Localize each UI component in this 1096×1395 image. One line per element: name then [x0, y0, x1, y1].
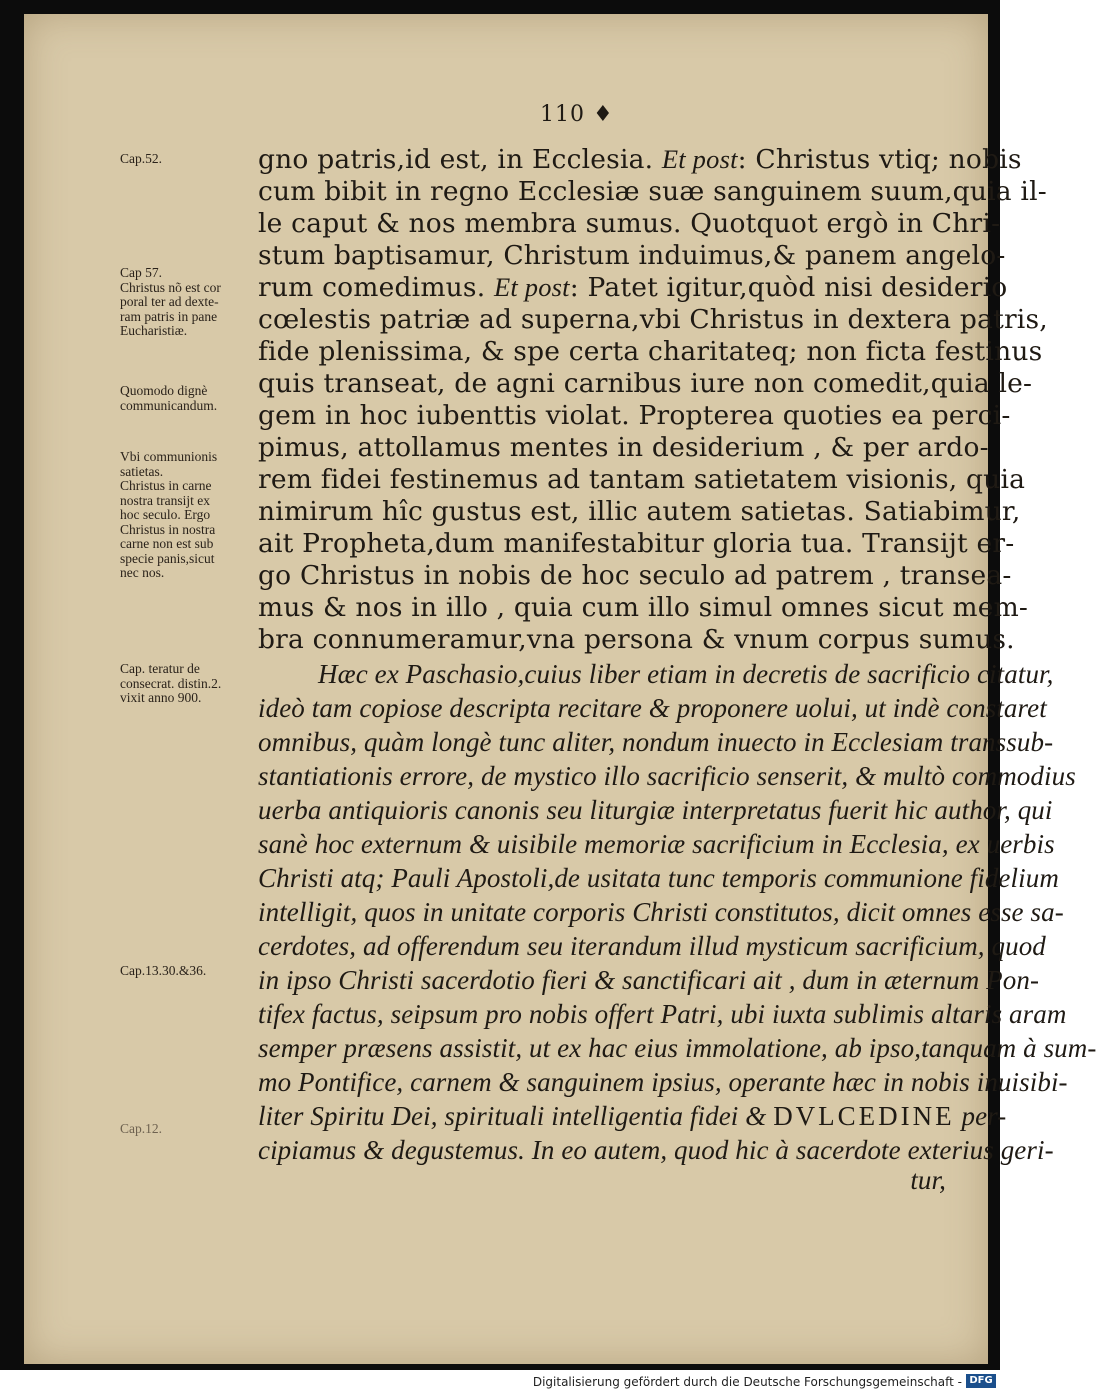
text-run: cipiamus & degustemus. In eo autem, quod hic à sacerdote exterius geri- [258, 1135, 1054, 1165]
text-line [258, 795, 1053, 826]
text-run: Christi atq; Pauli Apostoli,de usitata tunc temporis communione fidelium [258, 863, 1059, 893]
text-run: sanè hoc externum & uisibile memoriæ sacrificium in Ecclesia, ex uerbis [258, 829, 1055, 859]
text-line [258, 144, 1022, 175]
text-run: gno patris,id est, in Ecclesia. [258, 144, 662, 175]
text-line [258, 1135, 1054, 1166]
text-line [258, 999, 1066, 1030]
text-run: omnibus, quàm longè tunc aliter, nondum inuecto in Ecclesiam transsub- [258, 727, 1054, 757]
italic-phrase: Et post [493, 272, 570, 302]
text-run: in ipso Christi sacerdotio fieri & sanctificari ait , dum in æternum Pon- [258, 965, 1040, 995]
margin-note [120, 662, 260, 706]
text-line [258, 863, 1059, 894]
margin-note-line: specie panis,sicut [120, 550, 215, 566]
text-run: tur, [910, 1165, 946, 1195]
footer-bar [0, 1370, 1000, 1395]
text-run: intelligit, quos in unitate corporis Christi constitutos, dicit omnes esse sa- [258, 897, 1064, 927]
text-run: cum bibit in regno Ecclesiæ suæ sanguinem suum,quia il- [258, 176, 1047, 207]
text-line [258, 1067, 1068, 1098]
margin-note-line: Christus nõ est cor [120, 279, 221, 295]
text-line [258, 727, 1053, 758]
margin-note-line: Cap 57. [120, 265, 162, 280]
margin-note-line: poral ter ad dexte- [120, 294, 219, 309]
text-line [258, 931, 1046, 962]
text-line [258, 240, 1006, 271]
margin-note-line: Christus in carne [120, 478, 212, 493]
margin-note-line: carne non est sub [120, 536, 214, 551]
margin-note-line: Cap. teratur de [120, 661, 200, 676]
text-run: per- [954, 1101, 1007, 1131]
text-line [258, 897, 1064, 928]
text-line [258, 496, 1021, 527]
text-run: go Christus in nobis de hoc seculo ad patrem , transea- [258, 560, 1012, 591]
text-run: fide plenissima, & spe certa charitateq; non ficta festinus [258, 336, 1043, 367]
margin-note [120, 450, 260, 581]
margin-note-line: satietas. [120, 463, 164, 479]
text-line [258, 208, 1000, 239]
text-line [258, 1101, 1006, 1132]
small-caps-word: DVLCEDINE [773, 1101, 955, 1131]
text-line [258, 368, 1032, 399]
text-line [258, 560, 1012, 591]
text-line [258, 624, 1015, 655]
text-line [258, 272, 1007, 303]
text-line [258, 829, 1055, 860]
text-run: gem in hoc iubenttis violat. Propterea quoties ea perci- [258, 400, 1011, 431]
margin-note-line: nostra transijt ex [120, 492, 210, 508]
margin-note-line: Cap.52. [120, 151, 162, 166]
dfg-logo: DFG [966, 1374, 996, 1388]
text-line [910, 1165, 946, 1196]
margin-note-line: Vbi communionis [120, 449, 218, 464]
text-line [258, 336, 1042, 367]
text-run: ait Propheta,dum manifestabitur gloria tua. Transijt er- [258, 528, 1015, 559]
text-run: bra connumeramur,vna persona & vnum corpus sumus. [258, 624, 1015, 655]
page-number: 110 ♦ [540, 102, 614, 127]
margin-note-line: Christus in nostra [120, 521, 216, 537]
text-line [258, 400, 1011, 431]
book-page [24, 14, 1096, 1364]
text-run: : Patet igitur,quòd nisi desiderio [569, 272, 1008, 303]
margin-note [120, 152, 260, 167]
text-line [258, 176, 1047, 207]
text-line [258, 304, 1048, 335]
margin-note-line: Cap.13.30.&36. [120, 963, 207, 978]
italic-phrase: Et post [661, 144, 738, 174]
margin-note [120, 1122, 260, 1137]
text-line [258, 592, 1028, 623]
text-run: tifex factus, seipsum pro nobis offert Patri, ubi iuxta sublimis altaris aram [258, 999, 1067, 1029]
text-line [258, 693, 1047, 724]
margin-note-line: consecrat. distin.2. [120, 675, 222, 691]
text-line [258, 432, 989, 463]
text-line [258, 528, 1014, 559]
text-run: le caput & nos membra sumus. Quotquot ergò in Chri- [258, 208, 1001, 239]
text-run: Hæc ex Paschasio,cuius liber etiam in decretis de sacrificio citatur, [318, 659, 1054, 689]
margin-note-line: Eucharistiæ. [120, 323, 188, 338]
text-run: liter Spiritu Dei, spirituali intelligentia fidei & [258, 1101, 774, 1131]
text-run: mo Pontifice, carnem & sanguinem ipsius, operante hæc in nobis inuisibi- [258, 1067, 1068, 1097]
text-run: ideò tam copiose descripta recitare & proponere uolui, ut indè constaret [258, 693, 1047, 723]
margin-note [120, 964, 260, 979]
margin-note [120, 384, 260, 413]
text-run: : Christus vtiq; nobis [737, 144, 1022, 175]
text-run: rum comedimus. [258, 272, 494, 303]
text-run: pimus, attollamus mentes in desiderium , & per ardo- [258, 432, 989, 463]
text-line [258, 1033, 1096, 1064]
text-run: uerba antiquioris canonis seu liturgiæ interpretatus fuerit hic author, qui [258, 795, 1053, 825]
text-run: stantiationis errore, de mystico illo sacrificio senserit, & multò commodius [258, 761, 1076, 791]
footer-credit: Digitalisierung gefördert durch die Deutsche Forschungsgemeinschaft - [532, 1375, 962, 1389]
margin-note-line: Cap.12. [120, 1121, 162, 1136]
text-run: cerdotes, ad offerendum seu iterandum illud mysticum sacrificium, quod [258, 931, 1046, 961]
text-line [318, 659, 1054, 690]
text-run: cœlestis patriæ ad superna,vbi Christus in dextera patris, [258, 304, 1048, 335]
text-run: rem fidei festinemus ad tantam satietatem visionis, quia [258, 464, 1026, 495]
margin-note-line: Quomodo dignè [120, 383, 208, 398]
margin-note-line: nec nos. [120, 565, 165, 580]
text-run: nimirum hîc gustus est, illic autem satietas. Satiabimur, [258, 496, 1021, 527]
text-line [258, 464, 1025, 495]
text-line [258, 965, 1039, 996]
margin-note-line: hoc seculo. Ergo [120, 507, 211, 522]
margin-notes [24, 14, 264, 1364]
text-run: mus & nos in illo , quia cum illo simul omnes sicut mem- [258, 592, 1029, 623]
text-run: stum baptisamur, Christum induimus,& panem angelo- [258, 240, 1006, 271]
margin-note-line: ram patris in pane [120, 308, 218, 324]
text-run: semper præsens assistit, ut ex hac eius immolatione, ab ipso,tanquam à sum- [258, 1033, 1096, 1063]
margin-note [120, 266, 260, 339]
margin-note-line: communicandum. [120, 397, 218, 413]
margin-note-line: vixit anno 900. [120, 690, 202, 705]
text-line [258, 761, 1076, 792]
text-run: quis transeat, de agni carnibus iure non comedit,quia le- [258, 368, 1033, 399]
